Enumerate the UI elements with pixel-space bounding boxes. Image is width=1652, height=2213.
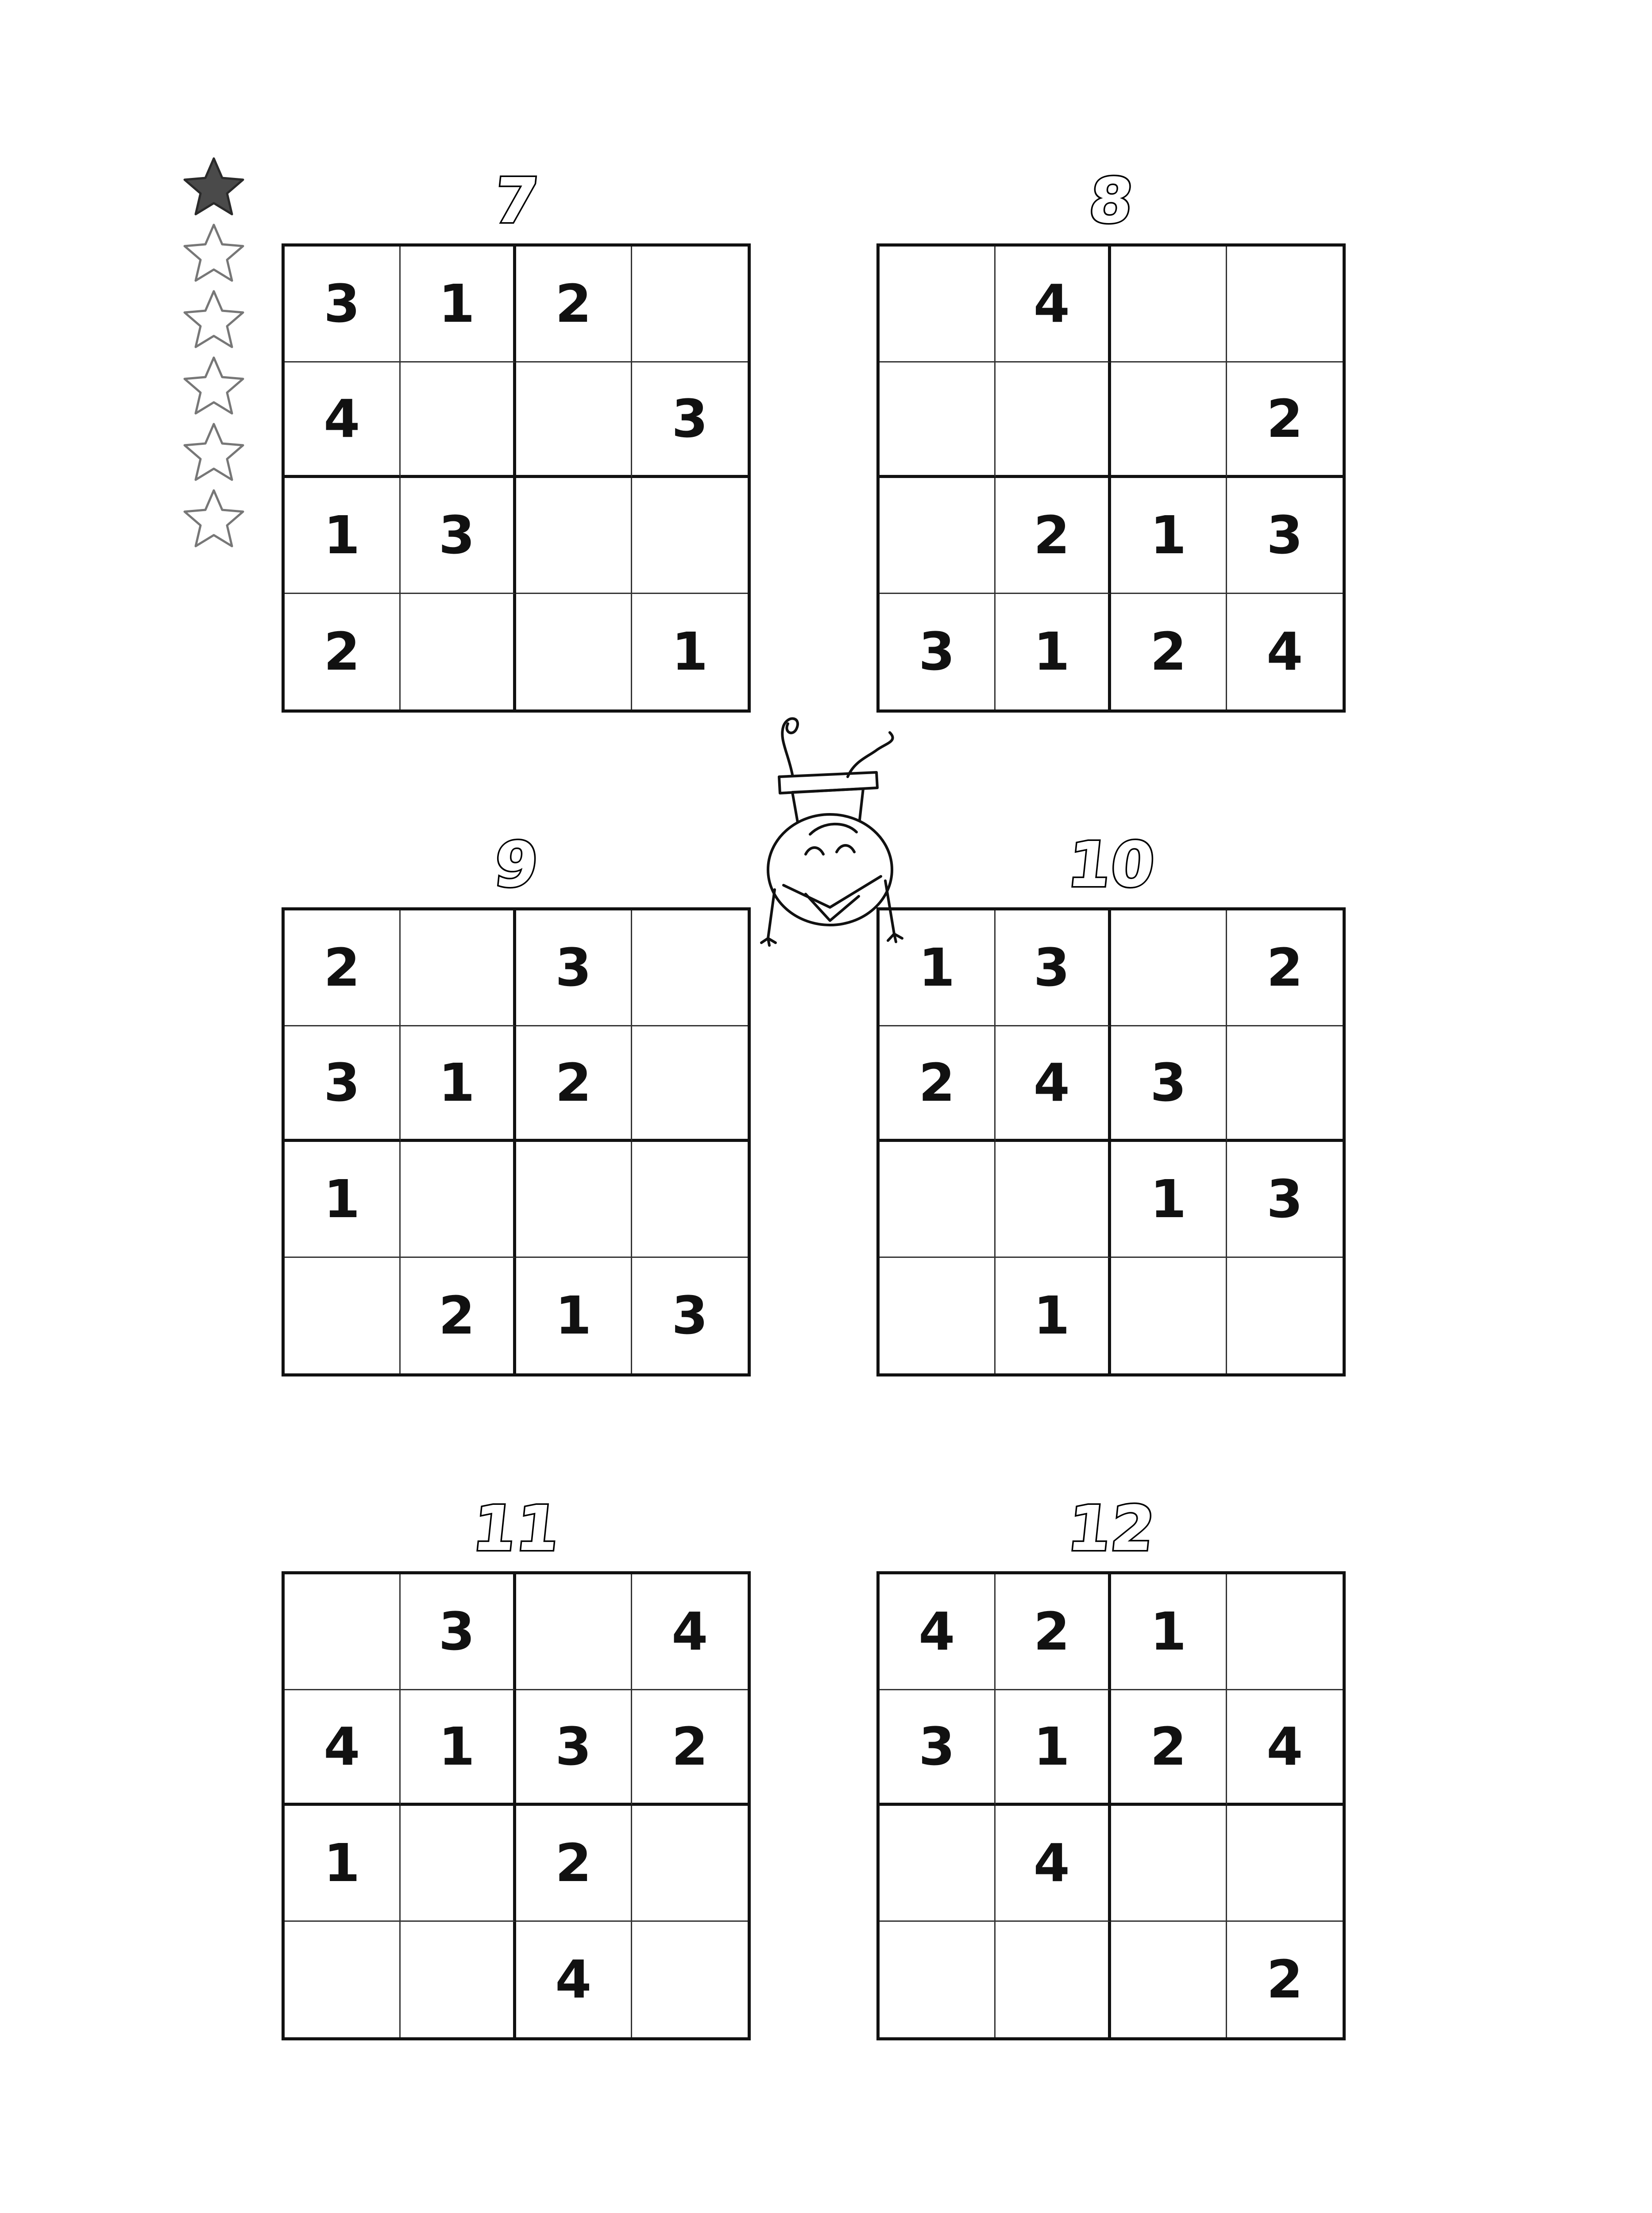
sudoku-cell[interactable] (516, 1142, 632, 1258)
sudoku-cell[interactable] (1111, 1806, 1227, 1922)
sudoku-cell[interactable]: 2 (632, 1690, 748, 1806)
sudoku-cell[interactable] (516, 594, 632, 710)
sudoku-grid (876, 243, 1346, 713)
sudoku-cell[interactable]: 3 (285, 1026, 401, 1142)
sudoku-cell[interactable]: 1 (516, 1258, 632, 1374)
sudoku-cell[interactable]: 4 (285, 362, 401, 478)
sudoku-cell[interactable] (632, 1922, 748, 2038)
sudoku-cell[interactable]: 4 (996, 1026, 1112, 1142)
sudoku-cell[interactable]: 1 (285, 1142, 401, 1258)
sudoku-cell[interactable] (632, 247, 748, 362)
star-icon-empty (181, 487, 247, 553)
sudoku-cell[interactable] (401, 1922, 517, 2038)
puzzle-number: 10 (1064, 829, 1158, 901)
sudoku-grid (282, 243, 751, 713)
sudoku-cell[interactable]: 1 (285, 1806, 401, 1922)
sudoku-cell[interactable] (1111, 1922, 1227, 2038)
sudoku-cell[interactable]: 4 (1227, 1690, 1343, 1806)
star-icon-empty (181, 221, 247, 288)
sudoku-cell[interactable]: 1 (401, 1026, 517, 1142)
sudoku-cell[interactable] (401, 910, 517, 1026)
sudoku-cell[interactable]: 1 (1111, 1142, 1227, 1258)
upside-down-chef-doodle-icon (753, 699, 912, 947)
sudoku-cell[interactable] (632, 1026, 748, 1142)
sudoku-cell[interactable]: 3 (632, 362, 748, 478)
sudoku-cell[interactable] (1227, 247, 1343, 362)
sudoku-cell[interactable] (285, 1922, 401, 2038)
sudoku-cell[interactable]: 3 (1111, 1026, 1227, 1142)
sudoku-cell[interactable]: 3 (401, 478, 517, 594)
sudoku-cell[interactable]: 3 (516, 1690, 632, 1806)
sudoku-cell[interactable]: 2 (516, 1026, 632, 1142)
star-icon-empty (181, 420, 247, 487)
sudoku-cell[interactable]: 1 (285, 478, 401, 594)
sudoku-cell[interactable] (880, 478, 996, 594)
sudoku-grid (282, 907, 751, 1376)
sudoku-cell[interactable] (880, 1806, 996, 1922)
sudoku-cell[interactable] (516, 362, 632, 478)
sudoku-cell[interactable] (285, 1258, 401, 1374)
sudoku-cell[interactable] (632, 478, 748, 594)
sudoku-cell[interactable]: 2 (996, 478, 1112, 594)
sudoku-cell[interactable]: 4 (632, 1574, 748, 1690)
sudoku-cell[interactable] (401, 1806, 517, 1922)
sudoku-cell[interactable]: 2 (1227, 910, 1343, 1026)
star-icon-filled (181, 155, 247, 221)
sudoku-cell[interactable] (516, 478, 632, 594)
sudoku-cell[interactable]: 2 (1266, 1949, 1303, 2010)
difficulty-rating (181, 155, 251, 553)
sudoku-cell[interactable] (880, 362, 996, 478)
sudoku-cell[interactable] (401, 1142, 517, 1258)
sudoku-cell[interactable]: 2 (516, 247, 632, 362)
sudoku-cell[interactable]: 4 (1266, 621, 1303, 682)
puzzle-number: 8 (1085, 165, 1137, 237)
puzzle-number: 12 (1064, 1493, 1158, 1565)
sudoku-cell[interactable]: 2 (996, 1574, 1112, 1690)
sudoku-cell[interactable]: 2 (516, 1806, 632, 1922)
sudoku-cell[interactable] (996, 1142, 1112, 1258)
sudoku-cell[interactable]: 2 (1111, 594, 1227, 710)
sudoku-cell[interactable]: 1 (996, 594, 1112, 710)
sudoku-cell[interactable] (1111, 362, 1227, 478)
sudoku-cell[interactable] (880, 1258, 996, 1374)
sudoku-cell[interactable] (996, 362, 1112, 478)
sudoku-cell[interactable]: 3 (880, 594, 996, 710)
sudoku-grid (282, 1571, 751, 2040)
sudoku-grid (876, 1571, 1346, 2040)
sudoku-cell[interactable]: 4 (880, 1574, 996, 1690)
sudoku-cell[interactable]: 1 (401, 247, 517, 362)
sudoku-cell[interactable]: 2 (1227, 362, 1343, 478)
sudoku-cell[interactable] (880, 1142, 996, 1258)
sudoku-cell[interactable]: 1 (401, 1690, 517, 1806)
sudoku-cell[interactable] (880, 247, 996, 362)
sudoku-cell[interactable]: 3 (996, 910, 1112, 1026)
sudoku-cell[interactable] (996, 1922, 1112, 2038)
sudoku-cell[interactable]: 2 (401, 1258, 517, 1374)
sudoku-cell[interactable] (401, 362, 517, 478)
sudoku-cell[interactable] (1227, 1806, 1343, 1922)
sudoku-cell[interactable] (880, 1922, 996, 2038)
sudoku-cell[interactable]: 4 (516, 1922, 632, 2038)
sudoku-cell[interactable] (1227, 1258, 1343, 1374)
sudoku-cell[interactable]: 3 (880, 1690, 996, 1806)
sudoku-cell[interactable]: 1 (880, 910, 996, 1026)
sudoku-cell[interactable] (1227, 1026, 1343, 1142)
sudoku-cell[interactable] (1227, 1574, 1343, 1690)
star-icon-empty (181, 288, 247, 354)
sudoku-cell[interactable]: 3 (1227, 478, 1343, 594)
sudoku-cell[interactable]: 3 (672, 1285, 708, 1346)
sudoku-cell[interactable]: 3 (285, 247, 401, 362)
sudoku-cell[interactable] (632, 910, 748, 1026)
sudoku-cell[interactable]: 2 (285, 594, 401, 710)
sudoku-cell[interactable]: 2 (1111, 1690, 1227, 1806)
sudoku-cell[interactable]: 1 (996, 1258, 1112, 1374)
puzzle-number: 9 (490, 829, 542, 901)
sudoku-cell[interactable]: 1 (996, 1690, 1112, 1806)
puzzle-number: 7 (490, 165, 542, 237)
sudoku-cell[interactable] (285, 1574, 401, 1690)
sudoku-grid (876, 907, 1346, 1376)
sudoku-cell[interactable] (1111, 910, 1227, 1026)
sudoku-cell[interactable]: 4 (285, 1690, 401, 1806)
sudoku-cell[interactable]: 2 (880, 1026, 996, 1142)
sudoku-cell[interactable]: 3 (1227, 1142, 1343, 1258)
sudoku-cell[interactable]: 1 (1111, 1574, 1227, 1690)
puzzle-number: 11 (469, 1493, 564, 1565)
sudoku-cell[interactable]: 4 (996, 1806, 1112, 1922)
sudoku-cell[interactable]: 2 (285, 910, 401, 1026)
sudoku-cell[interactable] (516, 1574, 632, 1690)
sudoku-cell[interactable] (1111, 1258, 1227, 1374)
sudoku-cell[interactable]: 3 (516, 910, 632, 1026)
star-icon-empty (181, 354, 247, 420)
sudoku-cell[interactable] (632, 1142, 748, 1258)
sudoku-cell[interactable]: 3 (401, 1574, 517, 1690)
sudoku-cell[interactable] (632, 1806, 748, 1922)
sudoku-cell[interactable]: 1 (1111, 478, 1227, 594)
sudoku-cell[interactable] (401, 594, 517, 710)
sudoku-cell[interactable] (1111, 247, 1227, 362)
sudoku-cell[interactable]: 4 (996, 247, 1112, 362)
sudoku-cell[interactable]: 1 (672, 621, 708, 682)
